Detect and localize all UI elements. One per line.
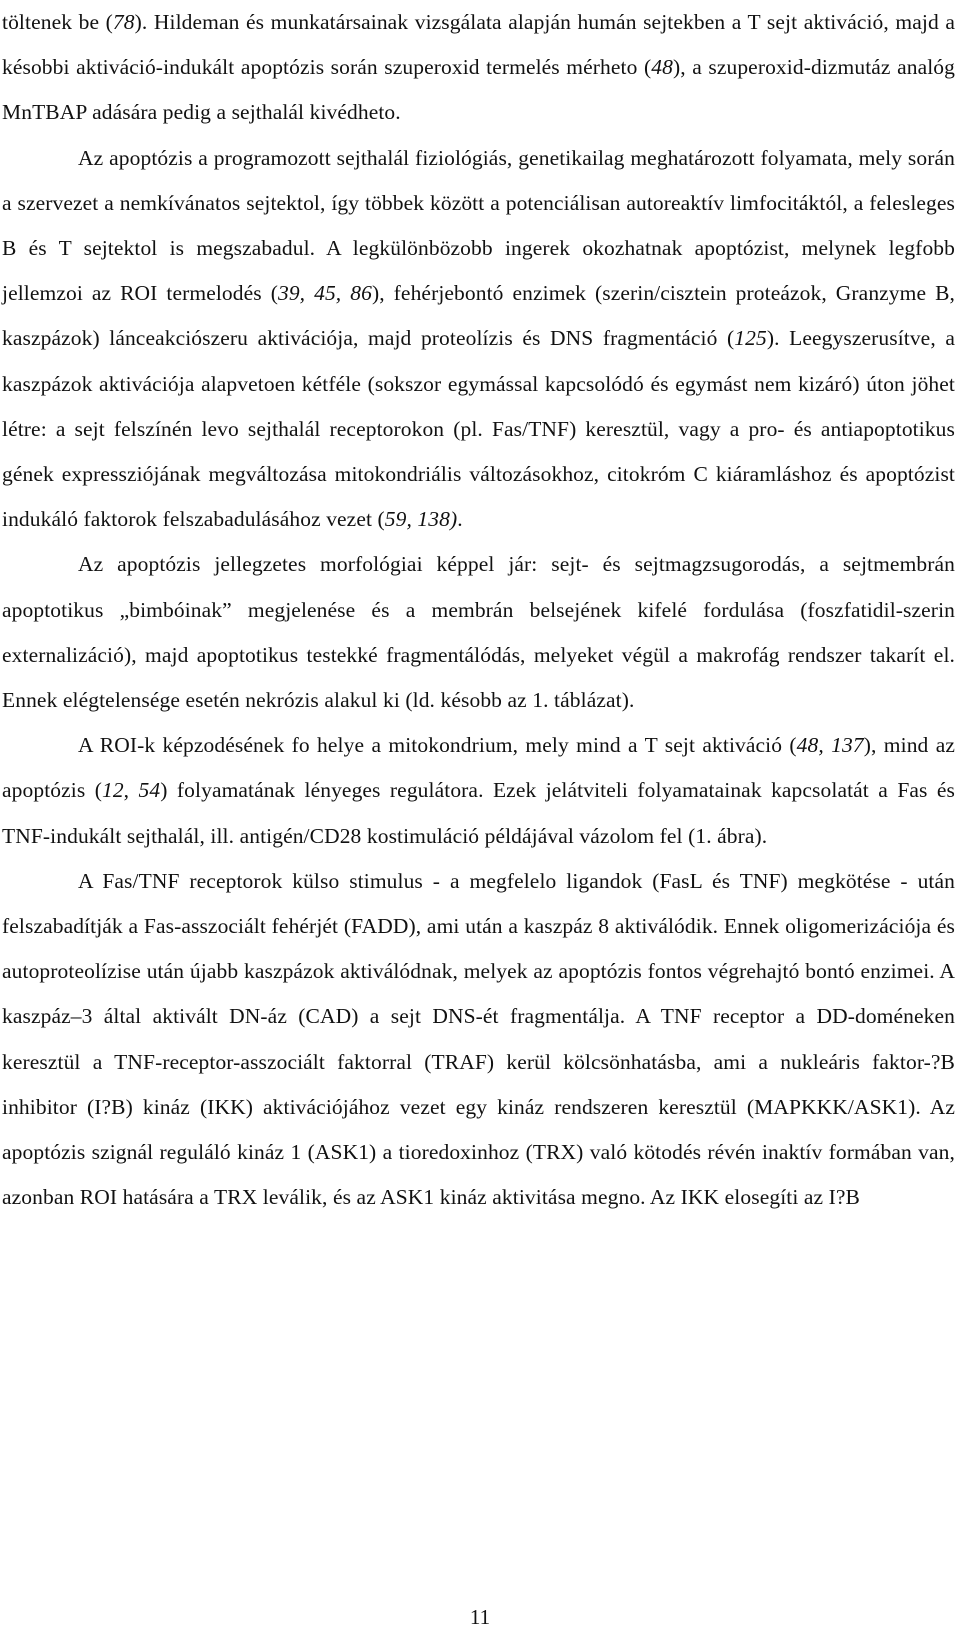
citation-reference: 39, 45, 86 (277, 281, 372, 306)
citation-reference: 48, 137 (796, 733, 864, 758)
text-segment: ). Hildeman és munkatársainak vizsgálata alapján humán sejtekben a T sejt aktiváció, majd a késobbi aktiváció-indukált apoptózis során szuperoxid termelés mérheto ( (2, 10, 955, 80)
citation-reference: 12 (101, 778, 124, 803)
text-segment: Az apoptózis a programozott sejthalál fiziológiás, genetikailag meghatározott folyamata, mely során a szervezet a nemkívánatos sejtektol, így többek között a potenciálisan autoreaktív limfocitáktól, a felesleges B és T sejtektol is megszabadul. A legkülönbözobb ingerek okozhatnak apoptózist, melynek legfobb jellemzoi az ROI termelodés ( (2, 145, 955, 306)
text-segment: . (457, 507, 463, 532)
text-segment: , (123, 778, 139, 803)
paragraph-fas-tnf-signaling (2, 859, 955, 1221)
text-segment: ), a szuperoxid-dizmutáz analóg MnTBAP adására pedig a sejthalál kivédheto. (2, 55, 956, 125)
text-segment: ), fehérjebontó enzimek (szerin/cisztein proteázok, Granzyme B, kaszpázok) lánceakciószeru aktivációja, majd proteolízis és DNS fragmentáció ( (2, 281, 956, 351)
paragraph-apoptosis-definition (2, 136, 955, 543)
citation-reference: 78 (112, 10, 135, 34)
citation-reference: 59, 138) (384, 507, 458, 532)
citation-reference: 125 (734, 326, 767, 351)
paragraph-roi-mitochondrium (2, 723, 955, 859)
text-segment: ) folyamatának lényeges regulátora. Ezek jelátviteli folyamatainak kapcsolatát a Fas és TNF-indukált sejthalál, ill. antigén/CD28 kostimuláció példájával vázolom fel (1. ábra). (2, 778, 955, 848)
text-segment: Az apoptózis jellegzetes morfológiai képpel jár: sejt- és sejtmagzsugorodás, a sejtmembrán apoptotikus „bimbóinak” megjelenése és a membrán belsejének kifelé fordulása (foszfatidil-szerin externalizáció), majd apoptotikus testekké fragmentálódás, melyeket végül a makrofág rendszer takarít el. Ennek elégtelensége esetén nekrózis alakul ki (ld. késobb az 1. táblázat). (2, 552, 955, 713)
text-segment: ). Leegyszerusítve, a kaszpázok aktivációja alapvetoen kétféle (sokszor egymással kapcsolódó és egymást nem kizáró) úton jöhet létre: a sejt felszínén levo sejthalál receptorokon (pl. Fas/TNF) keresztül, vagy a pro- és antiapoptotikus gének expressziójának megváltozása mitokondriális változásokhoz, citokróm C kiáramláshoz és apoptózist indukáló faktorok felszabadulásához vezet ( (2, 326, 955, 532)
text-segment: töltenek be ( (2, 10, 113, 34)
text-segment: ), mind az apoptózis ( (2, 733, 955, 803)
page-number: 11 (469, 1605, 491, 1629)
paragraph-continuation (2, 0, 955, 136)
paragraph-morphology (2, 542, 955, 723)
citation-reference: 54 (138, 778, 161, 803)
citation-reference: 48 (651, 55, 673, 80)
text-segment: A Fas/TNF receptorok külso stimulus - a megfelelo ligandok (FasL és TNF) megkötése - után felszabadítják a Fas-asszociált fehérjét (FADD), ami után a kaszpáz 8 aktiválódik. Ennek oligomerizációja és autoproteolízise után újabb kaszpázok aktiválódnak, melyek az apoptózis fontos végrehajtó bontó enzimei. A kaszpáz–3 által aktivált DN-áz (CAD) a sejt DNS-ét fragmentálja. A TNF receptor a DD-doméneken keresztül a TNF-receptor-asszociált faktorral (TRAF) kerül kölcsönhatásba, ami a nukleáris faktor-?B inhibitor (I?B) kináz (IKK) aktivációjához vezet egy kináz rendszeren keresztül (MAPKKK/ASK1). Az apoptózis szignál reguláló kináz 1 (ASK1) a tioredoxinhoz (TRX) való kötodés révén inaktív formában van, azonban ROI hatására a TRX leválik, és az ASK1 kináz aktivitása megno. Az IKK elosegíti az I?B (2, 868, 955, 1210)
body-text (2, 0, 955, 1220)
text-segment: A ROI-k képzodésének fo helye a mitokondrium, mely mind a T sejt aktiváció ( (78, 733, 797, 758)
